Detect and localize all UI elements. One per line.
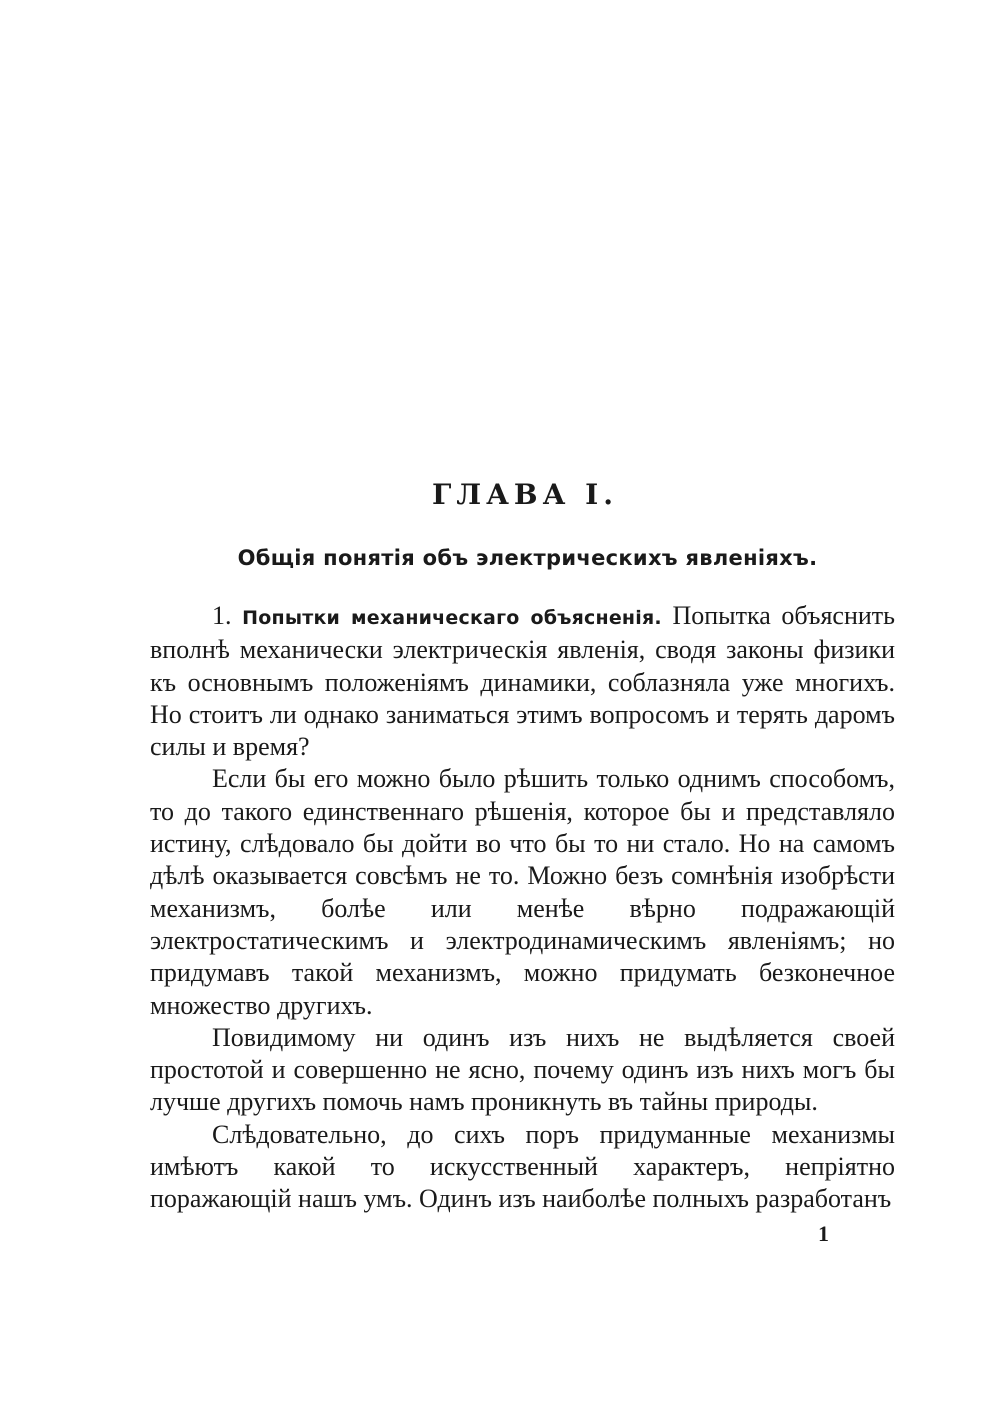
paragraph-text: Попытка объяснить вполнѣ механически электрическія явленія, сводя законы физики къ основнымъ положеніямъ динамики, соблазняла уже многихъ. Но стоитъ ли однако заниматься этимъ вопросомъ и терять даромъ силы и время? [150, 601, 895, 762]
paragraph-4: Слѣдовательно, до сихъ поръ придуманные механизмы имѣютъ какой то искусственный характеръ, непріятно поражающій нашъ умъ. Одинъ изъ наиболѣе полныхъ разработанъ [150, 1119, 895, 1214]
chapter-heading: ГЛАВА I. [432, 478, 618, 511]
chapter-title: Общія понятія объ электрическихъ явленіяхъ. [237, 546, 818, 570]
section-title: Попытки механическаго объясненія. [242, 607, 662, 629]
page-number: 1 [818, 1221, 829, 1246]
body-text [150, 600, 895, 1216]
section-number: 1. [212, 601, 232, 630]
paragraph-3: Повидимому ни одинъ изъ нихъ не выдѣляется своей простотой и совершенно не ясно, почему одинъ изъ нихъ могъ бы лучше другихъ помочь намъ проникнуть въ тайны природы. [150, 1022, 895, 1117]
paragraph-2: Если бы его можно было рѣшить только однимъ способомъ, то до такого единственнаго рѣшенія, которое бы и представляло истину, слѣдовало бы дойти во что бы то ни стало. Но на самомъ дѣлѣ оказывается совсѣмъ не то. Можно безъ сомнѣнія изобрѣсти механизмъ, болѣе или менѣе вѣрно подражающій электростатическимъ и электродинамическимъ явленіямъ; но придумавъ такой механизмъ, можно придумать безконечное множество другихъ. [150, 764, 895, 1020]
paragraph-1 [150, 600, 895, 763]
